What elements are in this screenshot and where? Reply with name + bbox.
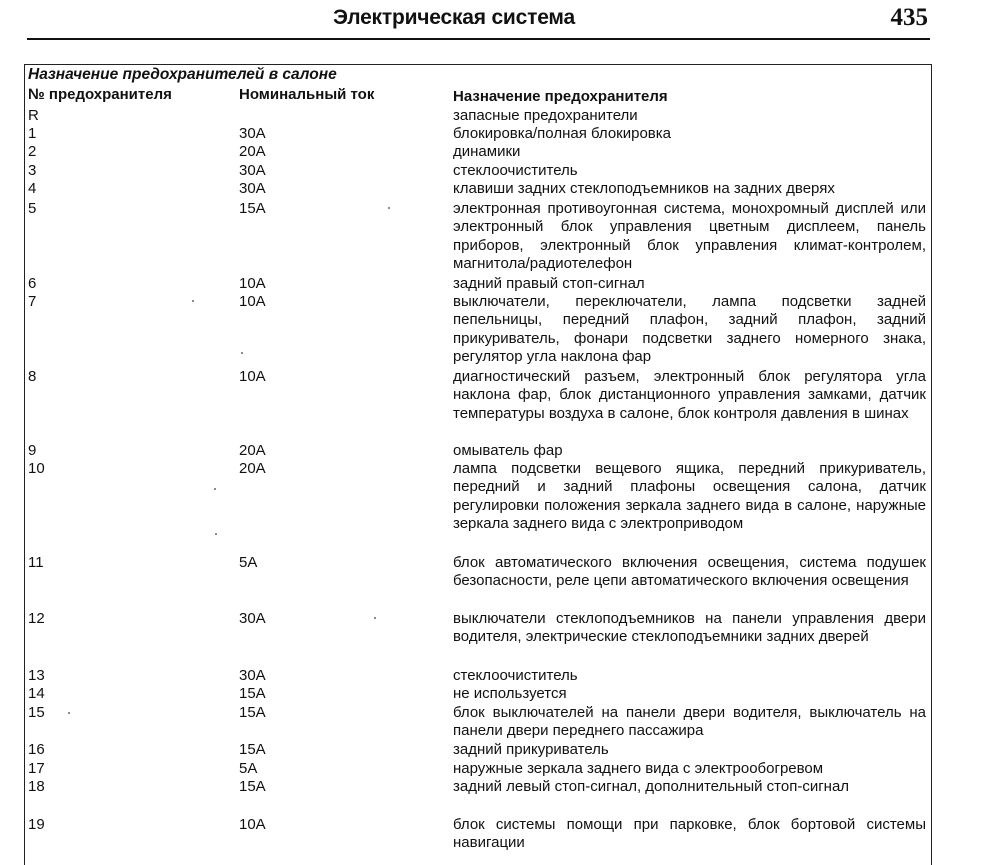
fuse-rating: 10А <box>239 293 266 310</box>
fuse-number: 1 <box>28 125 37 142</box>
fuse-number: R <box>28 107 39 124</box>
fuse-purpose: стеклоочиститель <box>453 162 578 179</box>
fuse-purpose: блокировка/полная блокировка <box>453 125 671 142</box>
fuse-number: 17 <box>28 760 45 777</box>
scan-speck <box>192 300 194 302</box>
fuse-purpose: запасные предохранители <box>453 107 638 124</box>
fuse-rating: 20А <box>239 143 266 160</box>
table-title: Назначение предохранителей в салоне <box>28 66 337 83</box>
fuse-number: 18 <box>28 778 45 795</box>
fuse-purpose: выключатели, переключатели, лампа подсветки задней пепельницы, передний плафон, задний плафон, задний прикуриватель, фонари подсветки заднего номерного знака, регулятор угла наклона фар <box>453 293 926 365</box>
fuse-number: 12 <box>28 610 45 627</box>
fuse-purpose: не используется <box>453 685 567 702</box>
fuse-purpose: омыватель фар <box>453 442 563 459</box>
fuse-rating: 10А <box>239 368 266 385</box>
scan-speck <box>214 488 216 490</box>
fuse-rating: 20А <box>239 460 266 477</box>
column-header-purpose: Назначение предохранителя <box>453 88 668 105</box>
fuse-rating: 5А <box>239 554 258 571</box>
fuse-number: 5 <box>28 200 37 217</box>
fuse-rating: 30А <box>239 125 266 142</box>
fuse-purpose: задний правый стоп-сигнал <box>453 275 645 292</box>
fuse-rating: 15А <box>239 741 266 758</box>
fuse-purpose: блок системы помощи при парковке, блок бортовой системы навигации <box>453 816 926 852</box>
fuse-rating: 30А <box>239 667 266 684</box>
fuse-number: 13 <box>28 667 45 684</box>
fuse-purpose: задний прикуриватель <box>453 741 609 758</box>
fuse-rating: 15А <box>239 778 266 795</box>
fuse-number: 8 <box>28 368 37 385</box>
fuse-number: 11 <box>28 554 44 571</box>
fuse-purpose: динамики <box>453 143 521 160</box>
fuse-rating: 15А <box>239 200 266 217</box>
fuse-number: 15 <box>28 704 45 721</box>
scan-speck <box>388 207 390 209</box>
fuse-number: 16 <box>28 741 45 758</box>
fuse-number: 2 <box>28 143 37 160</box>
fuse-rating: 30А <box>239 162 266 179</box>
column-header-fuse-number: № предохранителя <box>28 86 172 103</box>
fuse-rating: 5А <box>239 760 258 777</box>
fuse-number: 4 <box>28 180 37 197</box>
scan-speck <box>215 533 217 535</box>
fuse-rating: 15А <box>239 704 266 721</box>
fuse-rating: 30А <box>239 610 266 627</box>
page-header-title: Электрическая система <box>333 6 575 29</box>
fuse-purpose: стеклоочиститель <box>453 667 578 684</box>
fuse-purpose: блок автоматического включения освещения, система подушек безопасности, реле цепи автоматического включения освещения <box>453 554 926 590</box>
fuse-number: 19 <box>28 816 45 833</box>
scan-speck <box>241 352 243 354</box>
fuse-rating: 15А <box>239 685 266 702</box>
fuse-number: 14 <box>28 685 45 702</box>
fuse-purpose: электронная противоугонная система, монохромный дисплей или электронный блок управления цветным дисплеем, панель приборов, электронный блок управления климат-контролем, магнитола/радиотелефон <box>453 200 926 272</box>
fuse-rating: 10А <box>239 275 266 292</box>
page-number: 435 <box>890 4 928 31</box>
fuse-number: 7 <box>28 293 37 310</box>
fuse-purpose: лампа подсветки вещевого ящика, передний прикуриватель, передний и задний плафоны освещения салона, датчик регулировки положения зеркала заднего вида в салоне, наружные зеркала заднего вида с электроприводом <box>453 460 926 532</box>
column-header-rated-current: Номинальный ток <box>239 86 375 103</box>
fuse-rating: 10А <box>239 816 266 833</box>
fuse-purpose: клавиши задних стеклоподъемников на задних дверях <box>453 180 835 197</box>
fuse-purpose: блок выключателей на панели двери водителя, выключатель на панели двери переднего пассажира <box>453 704 926 740</box>
fuse-number: 3 <box>28 162 37 179</box>
fuse-purpose: задний левый стоп-сигнал, дополнительный стоп-сигнал <box>453 778 850 795</box>
fuse-number: 6 <box>28 275 37 292</box>
fuse-rating: 30А <box>239 180 266 197</box>
fuse-number: 9 <box>28 442 37 459</box>
scan-speck <box>374 617 376 619</box>
fuse-purpose: наружные зеркала заднего вида с электрообогревом <box>453 760 824 777</box>
fuse-purpose: выключатели стеклоподъемников на панели управления двери водителя, электрические стеклоподъемники задних дверей <box>453 610 926 646</box>
fuse-number: 10 <box>28 460 45 477</box>
fuse-purpose: диагностический разъем, электронный блок регулятора угла наклона фар, блок дистанционного управления замками, датчик температуры воздуха в салоне, блок контроля давления в шинах <box>453 368 926 422</box>
fuse-rating: 20А <box>239 442 266 459</box>
scan-speck <box>68 712 70 714</box>
